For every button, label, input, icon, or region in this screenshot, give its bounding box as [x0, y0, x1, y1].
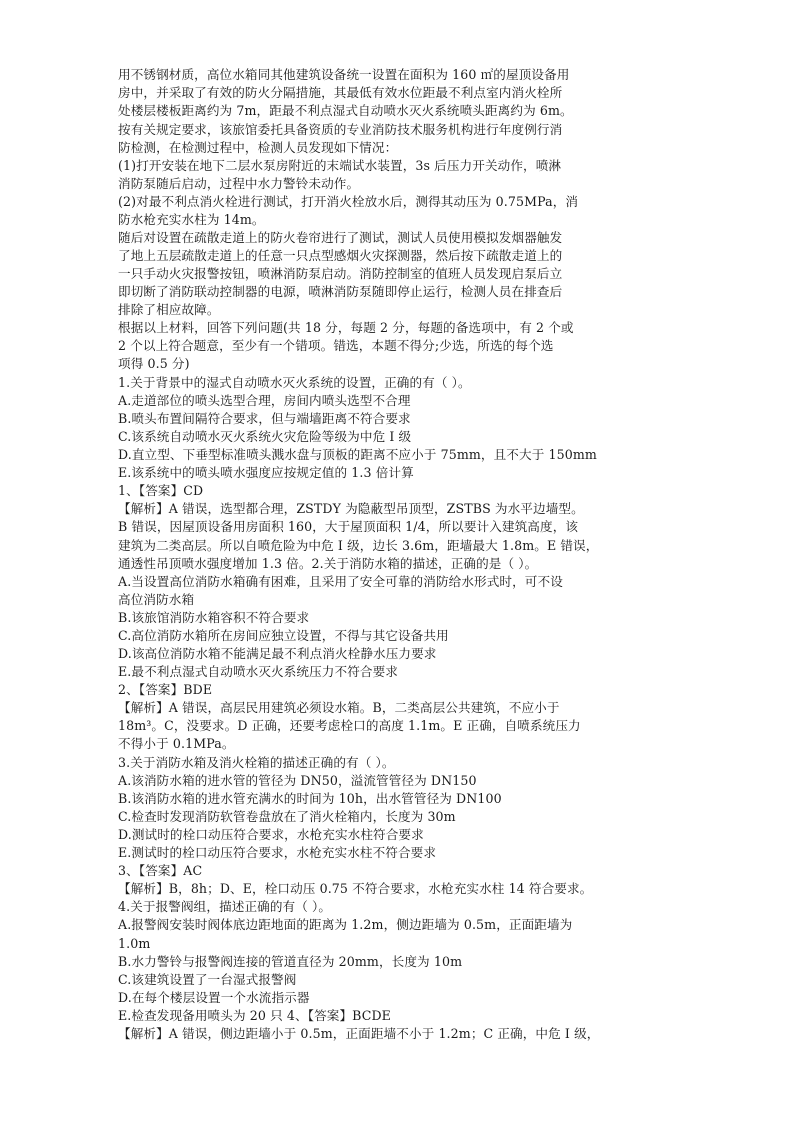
text-line: C.该建筑设置了一台湿式报警阀 — [118, 972, 297, 987]
text-line: D.测试时的栓口动压符合要求，水枪充实水柱符合要求 — [118, 827, 424, 842]
text-line: 项得 0.5 分) — [118, 356, 190, 371]
text-line: 2、【答案】BDE — [118, 682, 213, 697]
text-line: B 错误，因屋顶设备用房面积 160，大于屋顶面积 1/4，所以要计入建筑高度，该 — [118, 519, 579, 534]
text-line: 高位消防水箱 — [118, 592, 195, 607]
text-line: 不得小于 0.1MPa。 — [118, 736, 235, 751]
text-line: 建筑为二类高层。所以自喷危险为中危 I 级，边长 3.6m，距墙最大 1.8m。E 错误， — [118, 538, 599, 553]
text-line: E.该系统中的喷头喷水强度应按规定值的 1.3 倍计算 — [118, 465, 414, 480]
text-line: D.该高位消防水箱不能满足最不利点消火栓静水压力要求 — [118, 646, 437, 661]
text-line: 即切断了消防联动控制器的电源，喷淋消防泵随即停止运行，检测人员在排查后 — [118, 284, 563, 299]
text-line: C.检查时发现消防软管卷盘放在了消火栓箱内，长度为 30m — [118, 809, 456, 824]
text-line: 【解析】A 错误，侧边距墙小于 0.5m，正面距墙不小于 1.2m；C 正确，中危 I 级， — [118, 1026, 600, 1041]
text-line: 4.关于报警阀组，描述正确的有（ ）。 — [118, 899, 332, 914]
text-line: A.该消防水箱的进水管的管径为 DN50，溢流管管径为 DN150 — [118, 773, 477, 788]
text-line: 3、【答案】AC — [118, 863, 203, 878]
text-line: 了地上五层疏散走道上的任意一只点型感烟火灾探测器，然后按下疏散走道上的 — [118, 248, 563, 263]
text-line: 【解析】A 错误，选型都合理，ZSTDY 为隐蔽型吊顶型，ZSTBS 为水平边墙型。 — [118, 501, 584, 516]
text-line: 用不锈钢材质，高位水箱同其他建筑设备统一设置在面积为 160 ㎡的屋顶设备用 — [118, 67, 570, 82]
text-line: 【解析】A 错误，高层民用建筑必须设水箱。B，二类高层公共建筑，不应小于 — [118, 700, 560, 715]
text-line: 1.关于背景中的湿式自动喷水灭火系统的设置，正确的有（ ）。 — [118, 375, 471, 390]
text-line: B.该消防水箱的进水管充满水的时间为 10h，出水管管径为 DN100 — [118, 791, 502, 806]
text-line: A.当设置高位消防水箱确有困难，且采用了安全可靠的消防给水形式时，可不设 — [118, 574, 563, 589]
text-line: 防水枪充实水柱为 14m。 — [118, 212, 265, 227]
text-line: C.该系统自动喷水灭火系统火灾危险等级为中危 I 级 — [118, 429, 412, 444]
text-line: D.在每个楼层设置一个水流指示器 — [118, 990, 310, 1005]
text-line: 处楼层楼板距离约为 7m，距最不利点湿式自动喷水灭火系统喷头距离约为 6m。 — [118, 103, 573, 118]
text-line: A.报警阀安装时阀体底边距地面的距离为 1.2m，侧边距墙为 0.5m，正面距墙为 — [118, 917, 573, 932]
text-line: 随后对设置在疏散走道上的防火卷帘进行了测试，测试人员使用模拟发烟器触发 — [118, 230, 563, 245]
text-line: 2 个以上符合题意，至少有一个错项。错选，本题不得分;少选，所选的每个选 — [118, 338, 554, 353]
text-line: B.喷头布置间隔符合要求，但与端墙距离不符合要求 — [118, 411, 411, 426]
text-line: 一只手动火灾报警按钮，喷淋消防泵启动。消防控制室的值班人员发现启泵后立 — [118, 266, 563, 281]
text-line: (2)对最不利点消火栓进行测试，打开消火栓放水后，测得其动压为 0.75MPa，消 — [118, 194, 579, 209]
text-line: B.该旅馆消防水箱容积不符合要求 — [118, 610, 310, 625]
text-line: 3.关于消防水箱及消火栓箱的描述正确的有（ ）。 — [118, 755, 395, 770]
text-line: 【解析】B，8h；D、E，栓口动压 0.75 不符合要求，水枪充实水柱 14 符合要求。 — [118, 881, 593, 896]
text-line: B.水力警铃与报警阀连接的管道直径为 20mm，长度为 10m — [118, 954, 463, 969]
text-line: 1.0m — [118, 936, 151, 951]
text-line: C.高位消防水箱所在房间应独立设置，不得与其它设备共用 — [118, 628, 449, 643]
text-line: 按有关规定要求，该旅馆委托具备资质的专业消防技术服务机构进行年度例行消 — [118, 122, 563, 137]
text-line: D.直立型、下垂型标准喷头溅水盘与顶板的距离不应小于 75mm，且不大于 150mm — [118, 447, 597, 462]
text-line: 通透性吊顶喷水强度增加 1.3 倍。2.关于消防水箱的描述，正确的是（ ）。 — [118, 556, 538, 571]
text-line: 根据以上材料，回答下列问题(共 18 分，每题 2 分，每题的备选项中，有 2 个或 — [118, 320, 574, 335]
text-line: E.检查发现备用喷头为 20 只 4、【答案】BCDE — [118, 1008, 391, 1023]
text-line: 18m³。C，没要求。D 正确，还要考虑栓口的高度 1.1m。E 正确，自喷系统压力 — [118, 718, 581, 733]
text-line: E.最不利点湿式自动喷水灭火系统压力不符合要求 — [118, 664, 398, 679]
text-line: 房中，并采取了有效的防火分隔措施，其最低有效水位距最不利点室内消火栓所 — [118, 85, 563, 100]
text-line: 防检测，在检测过程中，检测人员发现如下情况： — [118, 140, 398, 155]
text-line: 1、【答案】CD — [118, 483, 204, 498]
text-line: (1)打开安装在地下二层水泵房附近的末端试水装置，3s 后压力开关动作，喷淋 — [118, 158, 562, 173]
text-line: E.测试时的栓口动压符合要求，水枪充实水柱不符合要求 — [118, 845, 437, 860]
text-line: 消防泵随后启动，过程中水力警铃未动作。 — [118, 176, 360, 191]
text-line: 排除了相应故障。 — [118, 302, 220, 317]
text-line: A.走道部位的喷头选型合理，房间内喷头选型不合理 — [118, 393, 411, 408]
